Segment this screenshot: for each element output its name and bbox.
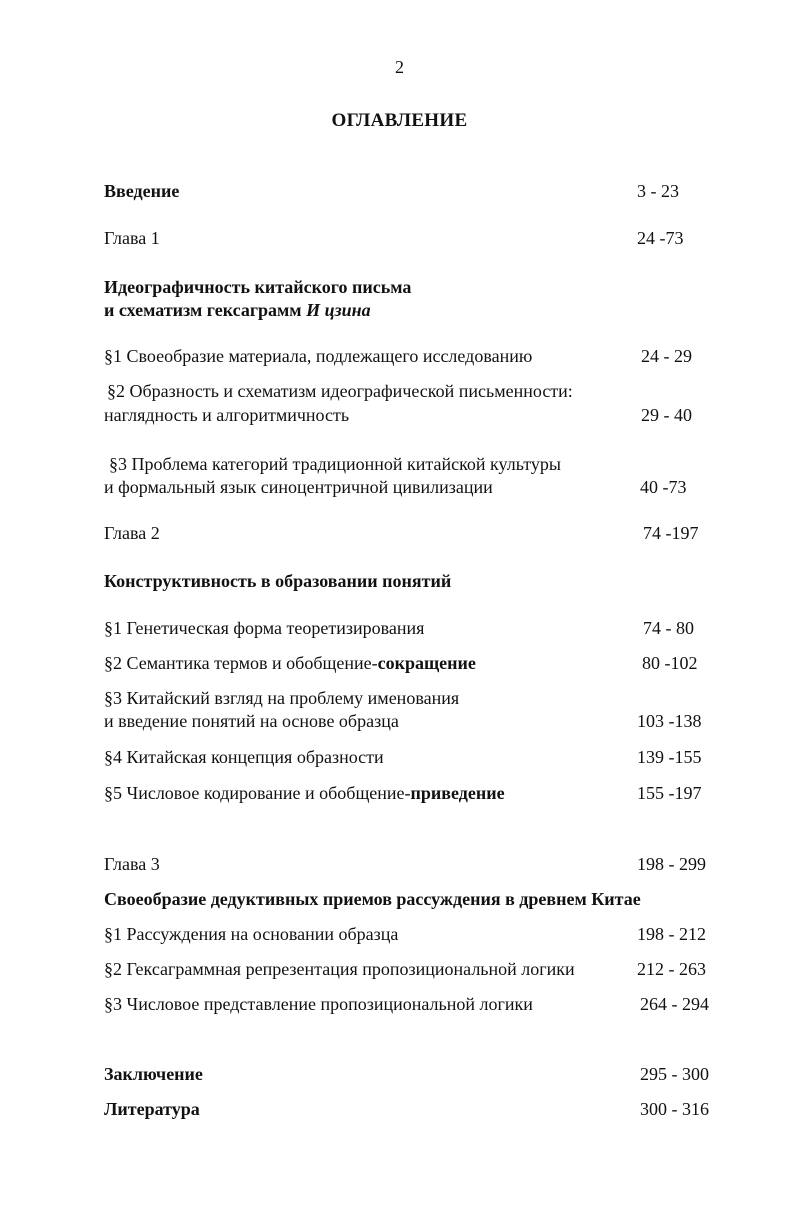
- ch3-section2-line1: §2 Гексаграммная репрезентация пропозициональной логики: [104, 959, 575, 979]
- chapter1-title-italic: И цзина: [306, 300, 371, 320]
- ch2-section1-line1: §1 Генетическая форма теоретизирования: [104, 618, 425, 638]
- ch2-section5-bold: приведение: [410, 783, 505, 803]
- chapter1-title-prefix: и схематизм гексаграмм: [104, 300, 307, 320]
- intro-label: Введение: [104, 181, 180, 201]
- page-number: 2: [395, 57, 404, 77]
- literature-pages: 300 - 316: [640, 1099, 709, 1119]
- ch2-section5-line1: [104, 782, 505, 804]
- toc-heading: ОГЛАВЛЕНИЕ: [331, 110, 468, 131]
- ch2-section5-text: §5 Числовое кодирование и обобщение-: [104, 783, 411, 803]
- ch1-section1-line1: §1 Своеобразие материала, подлежащего исследованию: [104, 346, 533, 366]
- ch2-section4-line1: §4 Китайская концепция образности: [104, 747, 384, 767]
- ch3-section3-pages: 264 - 294: [640, 994, 709, 1014]
- ch2-section1-pages: 74 - 80: [643, 618, 694, 638]
- chapter1-label: Глава 1: [104, 228, 160, 248]
- ch2-section3-line1: §3 Китайский взгляд на проблему именования: [104, 688, 460, 708]
- chapter3-title: Своеобразие дедуктивных приемов рассуждения в древнем Китае: [104, 889, 641, 909]
- conclusion-label: Заключение: [104, 1064, 203, 1084]
- chapter1-title-line1: Идеографичность китайского письма: [104, 277, 412, 297]
- chapter2-pages: 74 -197: [643, 523, 699, 543]
- literature-label: Литература: [104, 1099, 200, 1119]
- ch2-section3-pages: 103 -138: [637, 711, 702, 731]
- ch2-section3-line2: и введение понятий на основе образца: [104, 711, 399, 731]
- ch1-section1-pages: 24 - 29: [641, 346, 692, 366]
- ch2-section4-pages: 139 -155: [637, 747, 702, 767]
- ch1-section3-line1: §3 Проблема категорий традиционной китайской культуры: [109, 454, 561, 474]
- chapter1-pages: 24 -73: [637, 228, 684, 248]
- ch3-section1-line1: §1 Рассуждения на основании образца: [104, 924, 399, 944]
- ch2-section2-text: §2 Семантика термов и обобщение-: [104, 653, 378, 673]
- ch2-section2-pages: 80 -102: [642, 653, 698, 673]
- chapter2-title: Конструктивность в образовании понятий: [104, 571, 452, 591]
- ch2-section5-pages: 155 -197: [637, 783, 702, 803]
- chapter3-pages: 198 - 299: [637, 854, 706, 874]
- ch2-section2-bold: сокращение: [377, 653, 476, 673]
- ch1-section3-line2: и формальный язык синоцентричной цивилизации: [104, 477, 493, 497]
- ch3-section3-line1: §3 Числовое представление пропозициональной логики: [104, 994, 533, 1014]
- ch3-section2-pages: 212 - 263: [637, 959, 706, 979]
- intro-pages: 3 - 23: [637, 181, 679, 201]
- ch1-section2-line2: наглядность и алгоритмичность: [104, 405, 350, 425]
- chapter3-label: Глава 3: [104, 854, 160, 874]
- ch1-section3-pages: 40 -73: [640, 477, 687, 497]
- conclusion-pages: 295 - 300: [640, 1064, 709, 1084]
- ch3-section1-pages: 198 - 212: [637, 924, 706, 944]
- ch2-section2-line1: [104, 652, 476, 674]
- ch1-section2-pages: 29 - 40: [641, 405, 692, 425]
- ch1-section2-line1: §2 Образность и схематизм идеографической письменности:: [107, 381, 573, 401]
- chapter2-label: Глава 2: [104, 523, 160, 543]
- chapter1-title-line2: [104, 299, 371, 321]
